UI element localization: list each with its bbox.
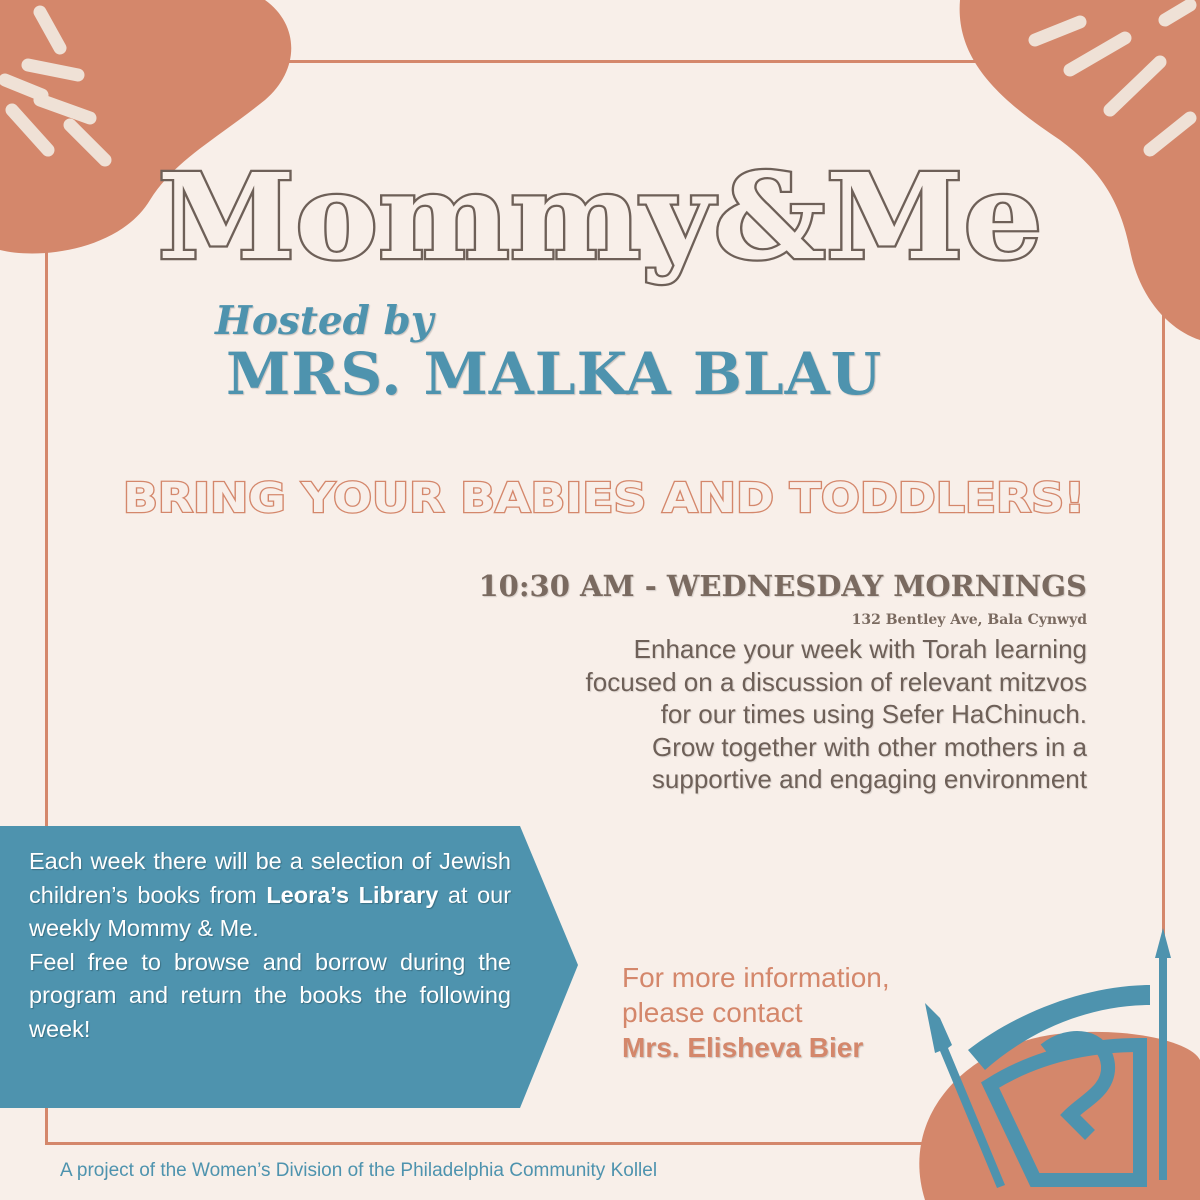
library-intro: Each week there will be a selection of Jewish children’s books from <box>29 848 511 908</box>
hosted-by-label: Hosted by <box>215 298 434 344</box>
event-address: 132 Bentley Ave, Bala Cynwyd <box>851 612 1087 628</box>
library-after-name: at our weekly Mommy & Me. <box>29 881 512 941</box>
contact-info <box>622 960 890 1065</box>
contact-line-2: please contact <box>622 997 803 1028</box>
library-name: Leora’s Library <box>266 881 439 908</box>
contact-name: Mrs. Elisheva Bier <box>622 1032 864 1063</box>
headline-text: BRING YOUR BABIES AND TODDLERS! <box>123 474 1085 522</box>
page-title-text: Mommy&Me <box>157 147 1043 286</box>
contact-line-1: For more information, <box>622 962 890 993</box>
headline <box>0 465 1200 525</box>
page-title <box>0 143 1200 293</box>
event-description: Enhance your week with Torah learning focused on a discussion of relevant mitzvos for our times using Sefer HaChinuch. Grow together with other mothers in a supportive and engaging environment <box>585 634 1087 794</box>
event-time <box>479 569 1088 603</box>
host-name: MRS. MALKA BLAU <box>226 340 883 408</box>
library-browse: Feel free to browse and borrow during the program and return the books the following week! <box>29 948 511 1042</box>
footer-credit: A project of the Women’s Division of the Philadelphia Community Kollel <box>60 1160 658 1181</box>
library-info <box>29 845 511 1046</box>
event-separator: - <box>634 569 667 603</box>
event-day: WEDNESDAY MORNINGS <box>666 569 1087 603</box>
event-time-value: 10:30 AM <box>478 569 635 603</box>
